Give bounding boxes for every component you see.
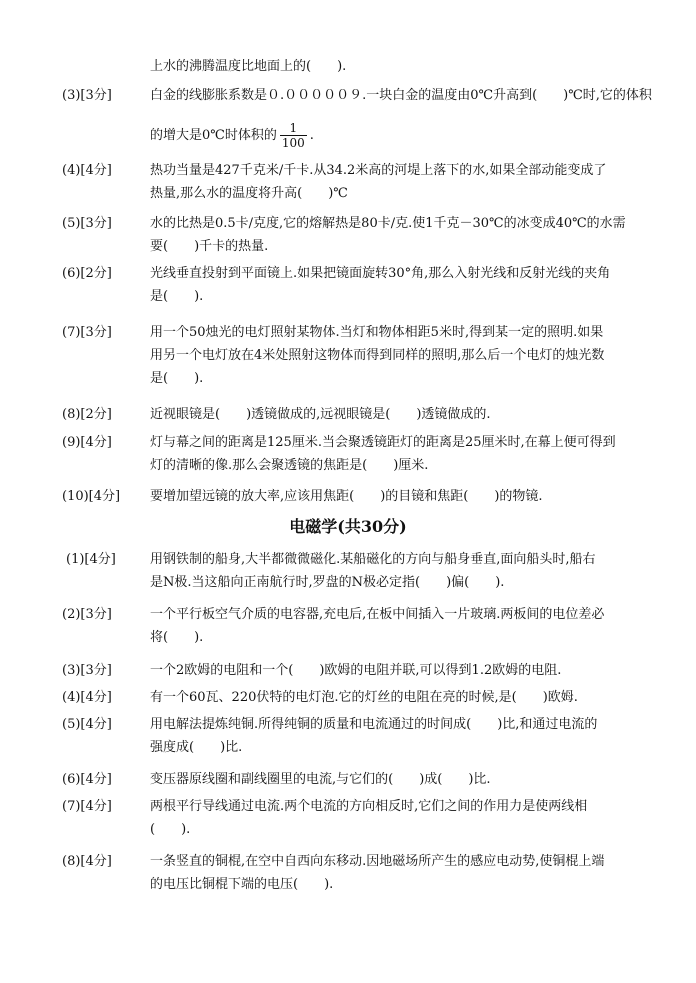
question-text — [150, 795, 642, 841]
question-number: (6)[4分] — [62, 772, 112, 787]
question-line: 要增加望远镜的放大率,应该用焦距( )的目镜和焦距( )的物镜. — [150, 489, 543, 504]
question-line: 灯的清晰的像.那么会聚透镜的焦距是( )厘米. — [150, 458, 429, 473]
question-line: 的电压比铜棍下端的电压( ). — [150, 877, 334, 892]
question-line-text: 的增大是0℃时体积的 — [150, 128, 277, 143]
question-number: (7)[3分] — [62, 325, 112, 340]
question-line: 有一个60瓦、220伏特的电灯泡.它的灯丝的电阻在亮的时候,是( )欧姆. — [150, 690, 578, 705]
question-text — [150, 262, 642, 308]
fraction — [280, 121, 307, 150]
question-line: 一个平行板空气介质的电容器,充电后,在板中间插入一片玻璃.两板间的电位差必 — [150, 607, 605, 622]
question-text — [150, 603, 642, 649]
question-line: 热功当量是427千克米/千卡.从34.2米高的河堤上落下的水,如果全部动能变成了 — [150, 163, 607, 178]
question-line: 水的比热是0.5卡/克度,它的熔解热是80卡/克.使1千克－30℃的冰变成40℃的水需 — [150, 216, 626, 231]
question-number: (7)[4分] — [62, 799, 112, 814]
question-text — [150, 713, 642, 759]
question-line: 两根平行导线通过电流.两个电流的方向相反时,它们之间的作用力是使两线相 — [150, 799, 588, 814]
question-number: (6)[2分] — [62, 266, 112, 281]
question-line: 变压器原线圈和副线圈里的电流,与它们的( )成( )比. — [150, 772, 491, 787]
question-line: 近视眼镜是( )透镜做成的,远视眼镜是( )透镜做成的. — [150, 407, 491, 422]
question-line: 是( ). — [150, 289, 204, 304]
question-text — [150, 686, 642, 709]
question-number: (3)[3分] — [62, 663, 112, 678]
question-line: 要( )千卡的热量. — [150, 239, 269, 254]
question-text — [150, 403, 642, 426]
question-number: (9)[4分] — [62, 435, 112, 450]
question-line: 一个2欧姆的电阻和一个( )欧姆的电阻并联,可以得到1.2欧姆的电阻. — [150, 663, 562, 678]
question-line: 强度成( )比. — [150, 740, 243, 755]
question-number: (10)[4分] — [62, 489, 121, 504]
question-number: (8)[4分] — [62, 854, 112, 869]
question-line-text: . — [309, 128, 314, 143]
question-line: 灯与幕之间的距离是125厘米.当会聚透镜距灯的距离是25厘米时,在幕上便可得到 — [150, 435, 616, 450]
fraction-denominator: 100 — [281, 136, 305, 150]
question-text — [150, 321, 642, 390]
question-line: 用另一个电灯放在4米处照射这物体而得到同样的照明,那么后一个电灯的烛光数 — [150, 348, 605, 363]
question-text — [150, 850, 642, 896]
question-line: ( ). — [150, 822, 191, 837]
question-line: 将( ). — [150, 630, 204, 645]
question-line: 用一个50烛光的电灯照射某物体.当灯和物体相距5米时,得到某一定的照明.如果 — [150, 325, 604, 340]
question-text — [150, 159, 642, 205]
question-number: (8)[2分] — [62, 407, 112, 422]
question-line: 用钢铁制的船身,大半都微微磁化.某船磁化的方向与船身垂直,面向船头时,船右 — [150, 552, 596, 567]
question-text — [150, 659, 642, 682]
question-line: 光线垂直投射到平面镜上.如果把镜面旋转30°角,那么入射光线和反射光线的夹角 — [150, 266, 611, 281]
question-line: 一条竖直的铜棍,在空中自西向东移动.因地磁场所产生的感应电动势,使铜棍上端 — [150, 854, 605, 869]
question-line — [150, 121, 642, 150]
question-number: (4)[4分] — [62, 163, 112, 178]
question-line: 是N极.当这船向正南航行时,罗盘的N极必定指( )偏( ). — [150, 575, 505, 590]
question-number: (4)[4分] — [62, 690, 112, 705]
question-line: 用电解法提炼纯铜.所得纯铜的质量和电流通过的时间成( )比,和通过电流的 — [150, 717, 598, 732]
fraction-numerator: 1 — [280, 121, 307, 136]
question-number: (1)[4分] — [66, 552, 116, 567]
continued-question-text: 上水的沸腾温度比地面上的( ). — [150, 59, 347, 74]
question-line: 热量,那么水的温度将升高( )℃ — [150, 186, 348, 201]
question-number: (5)[4分] — [62, 717, 112, 732]
question-number: (2)[3分] — [62, 607, 112, 622]
question-text — [150, 84, 652, 150]
question-text — [150, 548, 642, 594]
question-text — [150, 768, 642, 791]
question-line: 白金的线膨胀系数是０.０００００９.一块白金的温度由0℃升高到( )℃时,它的体积 — [150, 88, 652, 103]
section-title: 电磁学(共30分) — [289, 517, 407, 536]
question-text — [150, 485, 642, 508]
question-text — [150, 212, 642, 258]
question-line: 是( ). — [150, 371, 204, 386]
question-text — [150, 431, 642, 477]
question-number: (5)[3分] — [62, 216, 112, 231]
question-number: (3)[3分] — [62, 88, 112, 103]
